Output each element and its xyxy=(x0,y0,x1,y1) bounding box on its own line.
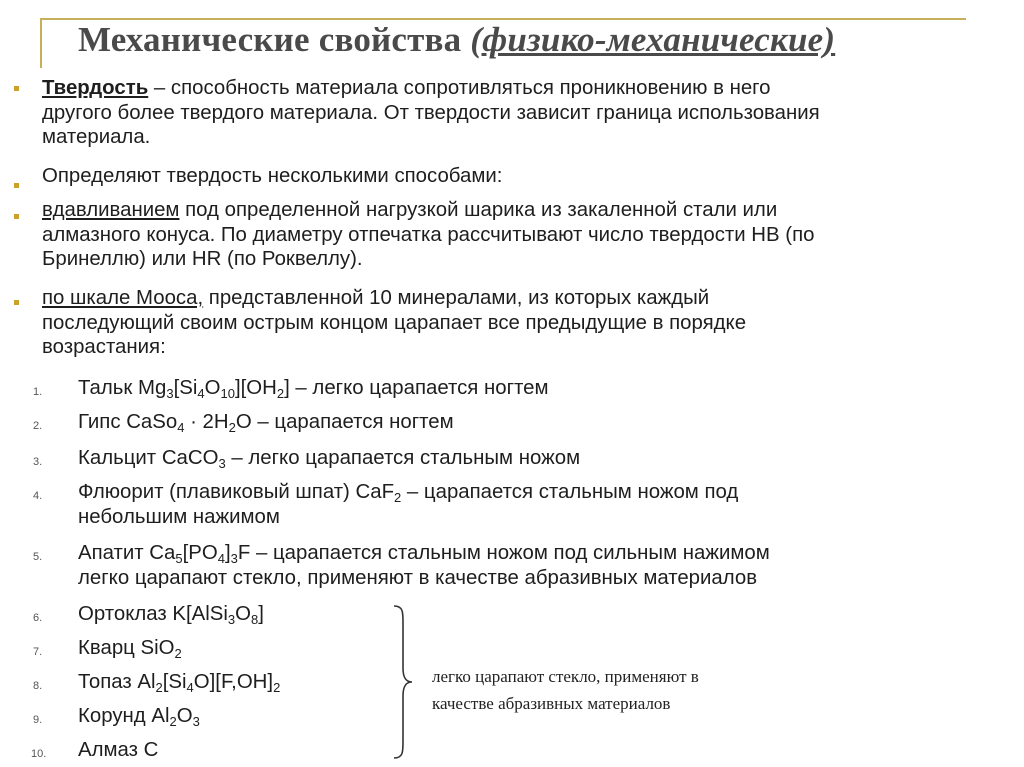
curly-brace-icon xyxy=(392,604,414,760)
subscript: 4 xyxy=(217,551,225,566)
subscript: 2 xyxy=(174,646,182,661)
list-number: 5. xyxy=(33,551,43,563)
text: возрастания: xyxy=(42,336,166,358)
list-number: 9. xyxy=(33,714,43,726)
subscript: 4 xyxy=(186,680,194,695)
text: Бринеллю) или HR (по Роквеллу). xyxy=(42,248,363,270)
text: Кварц SiO xyxy=(78,637,175,659)
text: [PO xyxy=(182,542,218,564)
list-item-calcite xyxy=(78,446,580,471)
note-line-2: качестве абразивных материалов xyxy=(432,694,671,713)
list-item-quartz xyxy=(78,636,182,661)
text: · 2H xyxy=(184,411,229,433)
subscript: 10 xyxy=(220,386,235,401)
text: Апатит Ca xyxy=(78,542,176,564)
subscript: 3 xyxy=(230,551,238,566)
list-item-talc xyxy=(78,376,549,401)
text: – легко царапается стальным ножом xyxy=(225,447,581,469)
text: Определяют твердость несколькими способами: xyxy=(42,165,503,187)
text: F – царапается стальным ножом под сильным нажимом xyxy=(237,542,770,564)
subscript: 4 xyxy=(177,420,185,435)
subscript: 2 xyxy=(273,680,281,695)
subscript: 2 xyxy=(276,386,285,401)
subscript: 4 xyxy=(197,386,205,401)
text: последующий своим острым концом царапает все предыдущие в порядке xyxy=(42,311,747,334)
note-line-1: легко царапают стекло, применяют в xyxy=(432,667,699,686)
text: – царапается стальным ножом под xyxy=(401,481,739,503)
slide-title xyxy=(78,20,835,60)
text: под определенной нагрузкой шарика из закаленной стали или xyxy=(179,199,778,221)
text: O xyxy=(204,377,221,399)
bullet-icon xyxy=(14,86,19,91)
subscript: 8 xyxy=(251,612,259,627)
paragraph-mohs-scale xyxy=(42,286,746,360)
text: Ортоклаз K[AlSi xyxy=(78,603,228,625)
text: ] – легко царапается ногтем xyxy=(284,377,549,399)
list-number: 8. xyxy=(33,680,43,692)
list-number: 3. xyxy=(33,456,43,468)
bullet-icon xyxy=(14,183,19,188)
text: небольшим нажимом xyxy=(78,505,280,528)
list-item-fluorite xyxy=(78,480,738,529)
list-number: 6. xyxy=(33,612,43,624)
brace-note xyxy=(432,694,670,714)
subscript: 2 xyxy=(228,420,236,435)
list-item-orthoclase xyxy=(78,602,264,627)
text: Алмаз С xyxy=(78,739,159,761)
text: ] xyxy=(224,542,231,564)
paragraph-methods xyxy=(42,164,502,189)
text: O xyxy=(176,705,193,727)
text: представленной 10 минералами, из которых каждый xyxy=(203,287,710,309)
text: [Si xyxy=(173,377,198,399)
subscript: 2 xyxy=(169,714,177,729)
bullet-icon xyxy=(14,300,19,305)
subscript: 2 xyxy=(394,490,402,505)
list-item-diamond xyxy=(78,738,158,763)
bullet-icon xyxy=(14,214,19,219)
term-indentation: вдавливанием xyxy=(42,199,180,221)
list-item-corundum xyxy=(78,704,200,729)
text: O][F,OH] xyxy=(193,671,274,693)
text: Тальк Mg xyxy=(78,377,167,399)
list-item-gypsum xyxy=(78,410,454,435)
text: алмазного конуса. По диаметру отпечатка рассчитывают число твердости НВ (по xyxy=(42,223,815,246)
list-number: 2. xyxy=(33,420,43,432)
paragraph-indentation xyxy=(42,198,814,272)
list-item-apatite xyxy=(78,541,770,590)
text: Топаз Al xyxy=(78,671,156,693)
term-mohs-scale: по шкале Мооса, xyxy=(42,287,204,309)
text: [Si xyxy=(162,671,187,693)
text: другого более твердого материала. От твердости зависит граница использования xyxy=(42,101,820,124)
text: материала. xyxy=(42,126,151,148)
text: легко царапают стекло, применяют в качестве абразивных материалов xyxy=(78,566,758,589)
text: ] xyxy=(258,603,264,625)
text: – способность материала сопротивляться проникновению в него xyxy=(148,77,771,99)
brace-note xyxy=(432,667,699,687)
text: Гипс CaSo xyxy=(78,411,178,433)
subscript: 3 xyxy=(192,714,200,729)
title-main: Механические свойства xyxy=(78,20,471,59)
title-emphasis: (физико-механические) xyxy=(470,20,836,59)
title-frame-left-line xyxy=(40,18,42,68)
term-hardness: Твердость xyxy=(42,77,149,99)
subscript: 3 xyxy=(218,456,226,471)
subscript: 5 xyxy=(175,551,183,566)
paragraph-hardness xyxy=(42,76,820,150)
subscript: 2 xyxy=(155,680,163,695)
text: ][OH xyxy=(234,377,277,399)
text: Кальцит CaCO xyxy=(78,447,219,469)
list-number: 4. xyxy=(33,490,43,502)
text: O – царапается ногтем xyxy=(235,411,454,433)
list-item-topaz xyxy=(78,670,280,695)
subscript: 3 xyxy=(227,612,236,627)
list-number: 7. xyxy=(33,646,43,658)
text: O xyxy=(235,603,252,625)
text: Флюорит (плавиковый шпат) CaF xyxy=(78,481,395,503)
text: Корунд Al xyxy=(78,705,170,727)
list-number: 10. xyxy=(31,748,47,760)
list-number: 1. xyxy=(33,386,43,398)
subscript: 3 xyxy=(166,386,174,401)
